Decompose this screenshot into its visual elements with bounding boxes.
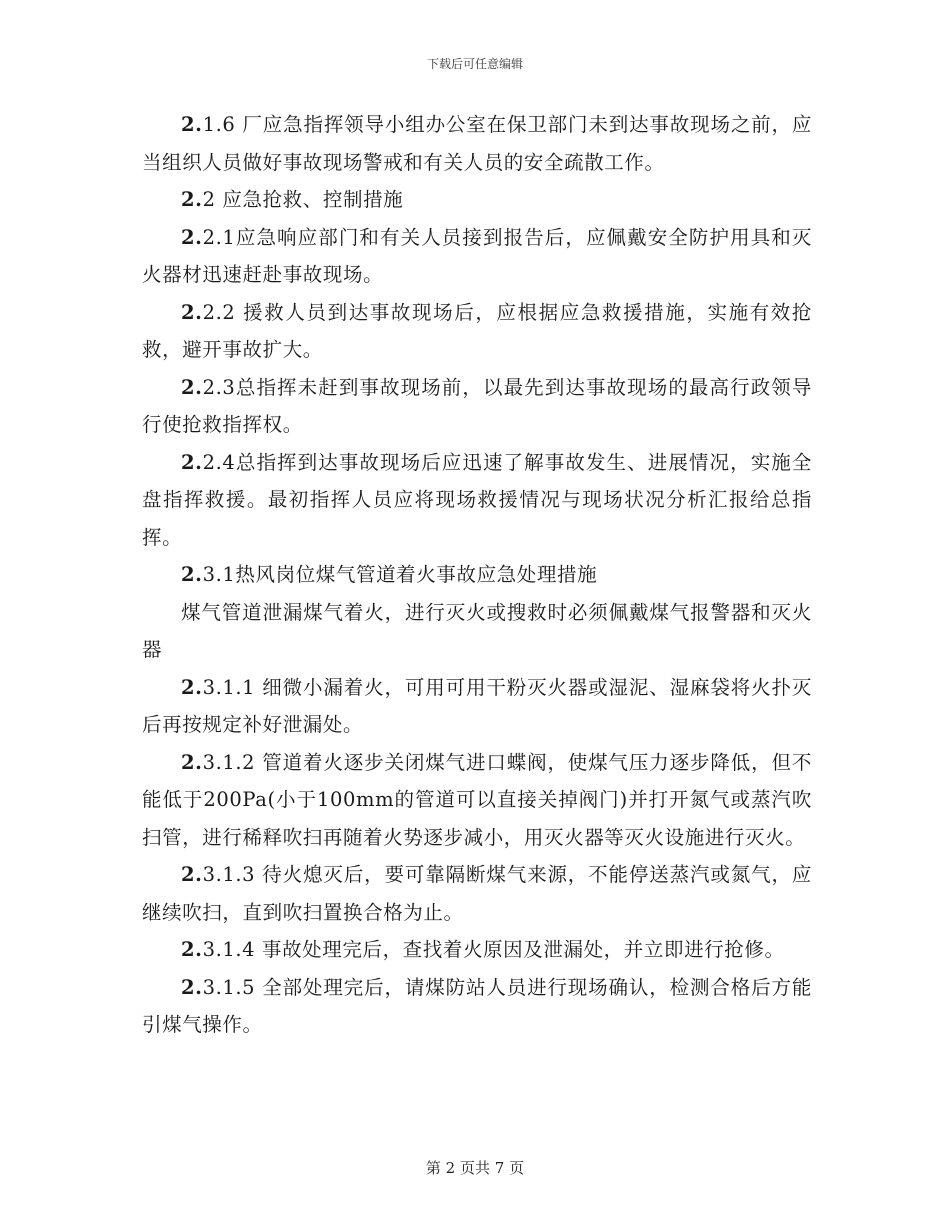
section-number: 2. — [181, 863, 203, 886]
paragraph — [142, 931, 812, 969]
section-number: 2. — [181, 675, 203, 699]
paragraph-text: 3.1.3 待火熄灭后，要可靠隔断煤气来源，不能停送蒸汽或氮气，应继续吹扫，直到吹扫置换合格为止。 — [142, 863, 812, 924]
paragraph-text: 2.4总指挥到达事故现场后应迅速了解事故发生、进展情况，实施全盘指挥救援。最初指挥人员应将现场救援情况与现场状况分析汇报给总指挥。 — [142, 450, 812, 549]
section-number: 2. — [181, 113, 203, 136]
paragraph — [142, 669, 812, 744]
paragraph — [142, 369, 812, 444]
section-number: 2. — [181, 563, 203, 586]
page-footer: 第 2 页共 7 页 — [425, 1159, 525, 1177]
paragraph — [142, 594, 812, 669]
paragraph-text: 2 应急抢救、控制措施 — [202, 188, 404, 211]
section-number: 2. — [181, 938, 203, 961]
paragraph — [142, 969, 812, 1044]
paragraph — [142, 294, 812, 369]
paragraph — [142, 556, 812, 594]
paragraph-text: 3.1.1 细微小漏着火，可用可用干粉灭火器或湿泥、湿麻袋将火扑灭后再按规定补好泄漏处。 — [142, 675, 812, 736]
paragraph — [142, 444, 812, 557]
paragraph-text: 2.1应急响应部门和有关人员接到报告后，应佩戴安全防护用具和灭火器材迅速赶赴事故现场。 — [142, 225, 812, 286]
section-number: 2. — [181, 188, 203, 211]
section-number: 2. — [181, 450, 203, 474]
paragraph-text: 3.1.5 全部处理完后，请煤防站人员进行现场确认，检测合格后方能引煤气操作。 — [142, 975, 812, 1036]
paragraph-text: 3.1热风岗位煤气管道着火事故应急处理措施 — [202, 563, 598, 586]
section-number: 2. — [181, 750, 203, 774]
paragraph-text: 3.1.4 事故处理完后，查找着火原因及泄漏处，并立即进行抢修。 — [202, 938, 785, 961]
paragraph-text: 煤气管道泄漏煤气着火，进行灭火或搜救时必须佩戴煤气报警器和灭火器 — [142, 600, 812, 661]
document-body — [142, 106, 812, 1044]
section-number: 2. — [181, 300, 203, 324]
page-header: 下载后可任意编辑 — [426, 57, 523, 71]
section-number: 2. — [181, 375, 203, 399]
paragraph — [142, 181, 812, 219]
section-number: 2. — [181, 225, 203, 249]
paragraph — [142, 856, 812, 931]
paragraph — [142, 219, 812, 294]
paragraph-text: 2.3总指挥未赶到事故现场前，以最先到达事故现场的最高行政领导行使抢救指挥权。 — [142, 375, 812, 436]
paragraph-text: 3.1.2 管道着火逐步关闭煤气进口蝶阀，使煤气压力逐步降低，但不能低于200Pa(小于100mm的管道可以直接关掉阀门)并打开氮气或蒸汽吹扫管，进行稀释吹扫再随着火势逐步减小，用灭火器等灭火设施进行灭火。 — [142, 750, 812, 849]
paragraph-text: 1.6 厂应急指挥领导小组办公室在保卫部门未到达事故现场之前，应当组织人员做好事故现场警戒和有关人员的安全疏散工作。 — [142, 113, 812, 174]
paragraph — [142, 106, 812, 181]
paragraph-text: 2.2 援救人员到达事故现场后，应根据应急救援措施，实施有效抢救，避开事故扩大。 — [142, 300, 812, 361]
section-number: 2. — [181, 975, 203, 999]
paragraph — [142, 744, 812, 857]
